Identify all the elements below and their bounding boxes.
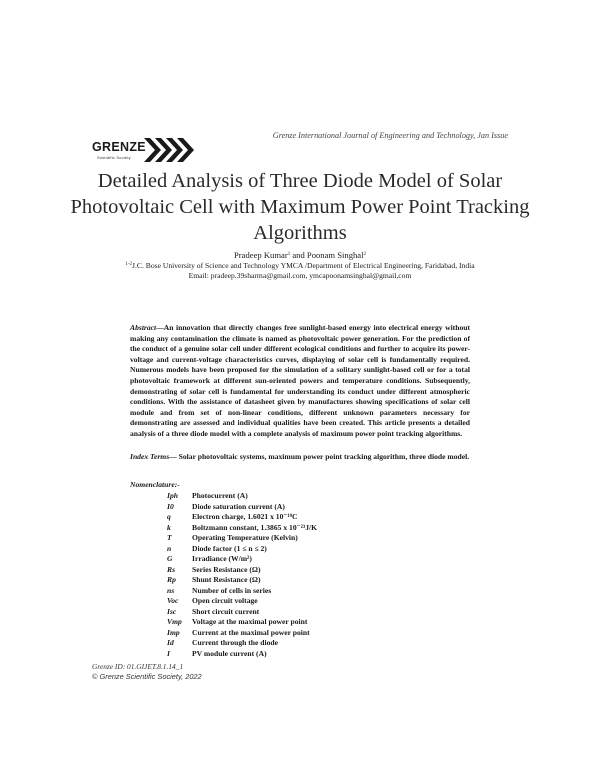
chevron-arrows-icon	[142, 135, 194, 165]
author-2: Poonam Singhal	[306, 250, 364, 260]
copyright: © Grenze Scientific Society, 2022	[92, 672, 202, 681]
nomenclature-description: Photocurrent (A)	[192, 491, 248, 500]
nomenclature-description: Current at the maximal power point	[192, 627, 310, 637]
nomenclature-description: Number of cells in series	[192, 585, 272, 595]
nomenclature-description: Diode factor (1 ≤ n ≤ 2)	[192, 543, 267, 553]
grenze-id: Grenze ID: 01.GIJET.8.1.14_1	[92, 662, 184, 671]
nomenclature-symbol: Id	[167, 638, 174, 647]
nomenclature-description: Shunt Resistance (Ω)	[192, 575, 261, 584]
logo-tagline: Scientific Society	[97, 155, 131, 160]
paper-title	[60, 168, 540, 246]
nomenclature-symbol: I0	[167, 501, 174, 511]
nomenclature-description: Short circuit current	[192, 606, 260, 616]
affiliation: $^{1-2}$J.C. Bose University of Science and Technology YMCA /Department of Electrical Engineering, Faridabad, India	[125, 261, 475, 270]
nomenclature-description: PV module current (A)	[192, 648, 267, 658]
nomenclature-symbol: G	[167, 554, 173, 563]
nomenclature-symbol: Vmp	[167, 617, 182, 626]
logo-name: GRENZE	[92, 140, 146, 154]
abstract-label: Abstract	[130, 323, 157, 332]
abstract-text: —An innovation that directly changes free sunlight-based energy into electrical energy without making any contamination the climate is named as photovoltaic power generation. For the prediction of the conduct of a genuine solar cell under different ecological conditions and further to acquire its power-voltage and current-voltage characteristics curves, displaying of solar cell is fundamentally required. Numerous models have been proposed for the simulation of a solitary sunlight-based cell or for a total photovoltaic framework at different sun-oriented powers and temperature conditions. Subsequently, demonstrating of solar cell is fundamental for understanding its conduct under different atmospheric conditions. With the assistance of datasheet given by manufactures showing specifications of solar cell module and from set of non-linear conditions, different unknown parameters necessary for demonstrating are assessed and individual qualities have been created. This article presents a detailed analysis of a three diode model with a complete analysis of maximum power point tracking algorithms.	[130, 323, 470, 438]
index-terms	[130, 452, 470, 463]
author-emails: Email: pradeep.39sharma@gmail.com, ymcapoonamsinghal@gmail,com	[188, 271, 412, 280]
nomenclature-symbol: n	[167, 543, 172, 553]
nomenclature-symbol: ns	[167, 585, 175, 595]
author-1: Pradeep Kumar	[234, 250, 288, 260]
nomenclature-symbol: Rp	[167, 575, 176, 584]
nomenclature-description: Series Resistance (Ω)	[192, 564, 261, 574]
title-line: Photovoltaic Cell with Maximum Power Point Tracking	[70, 196, 530, 218]
nomenclature-symbol: q	[167, 512, 171, 521]
nomenclature-symbol: Isc	[167, 606, 177, 616]
index-terms-text: — Solar photovoltaic systems, maximum power point tracking algorithm, three diode model.	[169, 452, 470, 461]
title-line: Algorithms	[253, 222, 347, 244]
nomenclature-symbol: k	[167, 522, 171, 532]
title-line: Detailed Analysis of Three Diode Model of Solar	[97, 170, 503, 192]
nomenclature-description: Current through the diode	[192, 638, 279, 647]
nomenclature-description: Boltzmann constant, 1.3865 x 10⁻²³J/K	[192, 522, 318, 532]
nomenclature-symbol: Voc	[167, 596, 179, 605]
nomenclature-symbol: I	[167, 648, 170, 658]
grenze-logo	[92, 133, 192, 167]
nomenclature-description: Diode saturation current (A)	[192, 501, 285, 511]
nomenclature-heading: Nomenclature:-	[130, 480, 180, 489]
abstract	[130, 323, 470, 440]
nomenclature-description: Voltage at the maximal power point	[192, 617, 308, 626]
nomenclature-symbol: Iph	[167, 491, 178, 500]
nomenclature-description: Operating Temperature (Kelvin)	[192, 533, 298, 542]
nomenclature-description: Irradiance (W/m²)	[192, 554, 252, 563]
nomenclature-symbol: Rs	[167, 564, 176, 574]
journal-name: Grenze International Journal of Engineering and Technology, Jan Issue	[272, 131, 508, 140]
nomenclature-description: Open circuit voltage	[192, 596, 258, 605]
index-terms-label: Index Terms	[130, 452, 170, 461]
authors: Pradeep Kumar$^1$ and Poonam Singhal$^2$	[234, 250, 366, 260]
nomenclature-description: Electron charge, 1.6021 x 10⁻¹⁹C	[192, 512, 298, 521]
nomenclature-symbol: T	[167, 533, 172, 542]
nomenclature-symbol: Imp	[167, 627, 180, 637]
